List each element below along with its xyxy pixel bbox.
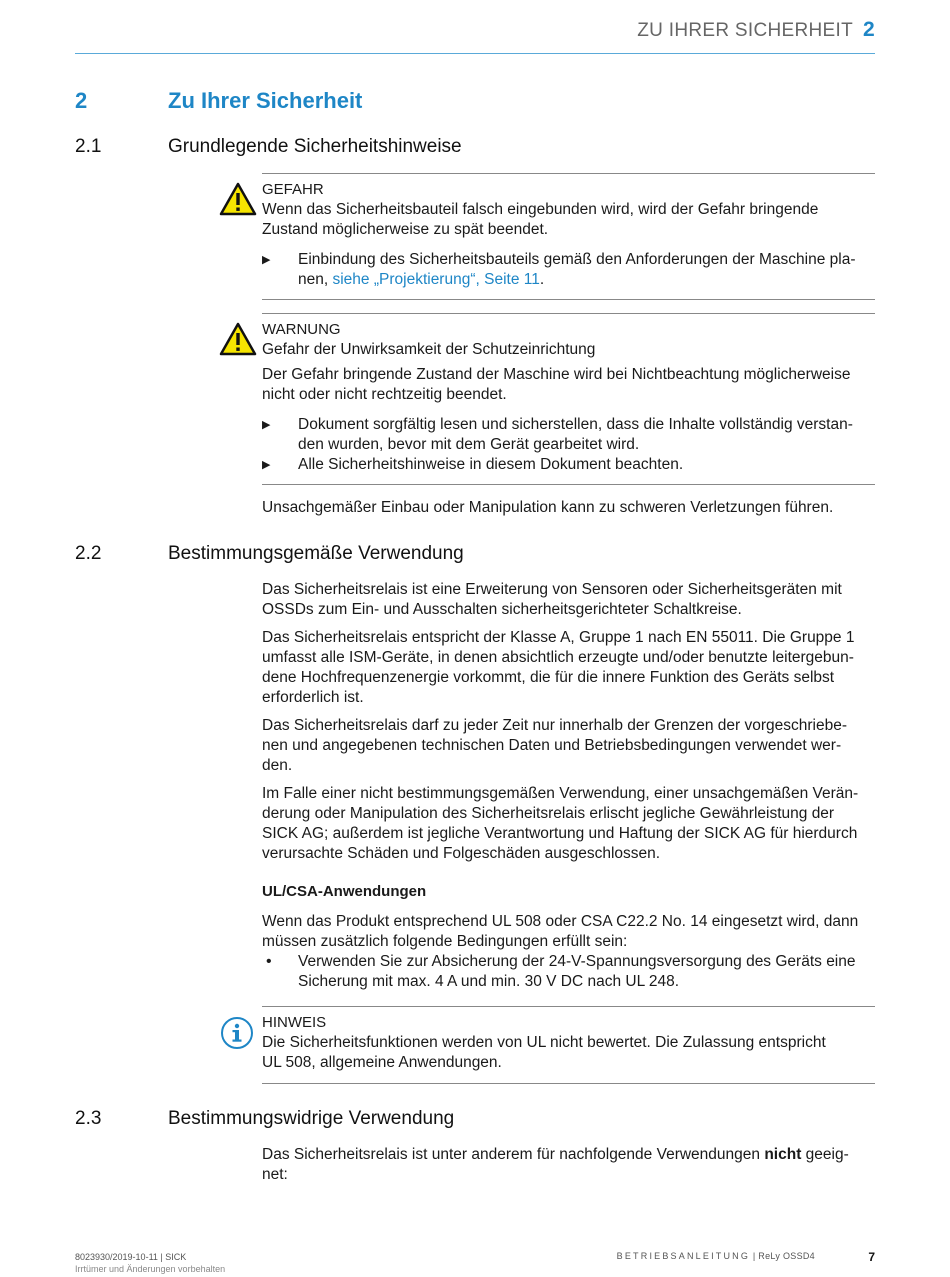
paragraph — [262, 628, 875, 708]
footer-disclaimer: Irrtümer und Änderungen vorbehalten — [75, 1264, 226, 1274]
paragraph-line: Das Sicherheitsrelais darf zu jeder Zeit nur innerhalb der Grenzen der vorgeschriebe- — [262, 717, 847, 734]
paragraph-line: umfasst alle ISM-Geräte, in denen absichtlich erzeugte und/oder benutzte leitergebun- — [262, 649, 854, 666]
bullet-dot-icon: • — [266, 953, 272, 970]
warning-notice — [262, 320, 875, 475]
danger-text-line: Wenn das Sicherheitsbauteil falsch eingebunden wird, wird der Gefahr bringende — [262, 201, 819, 218]
warning-triangle-icon — [219, 322, 257, 356]
note-text-line: Die Sicherheitsfunktionen werden von UL nicht bewertet. Die Zulassung entspricht — [262, 1034, 826, 1051]
paragraph-line: verursachte Schäden und Folgeschäden ausgeschlossen. — [262, 845, 661, 862]
warning-triangle-icon — [219, 182, 257, 216]
note-text-line: UL 508, allgemeine Anwendungen. — [262, 1054, 502, 1071]
footer-left — [75, 1251, 225, 1275]
chapter-title: Zu Ihrer Sicherheit — [168, 88, 363, 113]
footer-manual-type: BETRIEBSANLEITUNG — [616, 1251, 751, 1261]
note-bottom-rule — [262, 1083, 875, 1084]
section-number-2-3: 2.3 — [75, 1108, 102, 1129]
warning-action-line: den wurden, bevor mit dem Gerät gearbeitet wird. — [298, 436, 640, 453]
danger-bottom-rule — [262, 299, 875, 300]
note-notice — [262, 1013, 875, 1073]
paragraph-line: SICK AG; außerdem ist jegliche Verantwortung und Haftung der SICK AG für hierdurch — [262, 825, 858, 842]
danger-text-line: Zustand möglicherweise zu spät beendet. — [262, 221, 549, 238]
paragraph-line: Das Sicherheitsrelais ist eine Erweiterung von Sensoren oder Sicherheitsgeräten mit — [262, 581, 842, 598]
warning-text-line: Der Gefahr bringende Zustand der Maschine wird bei Nichtbeachtung möglicherweise — [262, 366, 851, 383]
paragraph-line: erforderlich ist. — [262, 689, 364, 706]
paragraph-line: OSSDs zum Ein- und Ausschalten sicherheitsgerichteter Schaltkreise. — [262, 601, 742, 618]
warning-action-item — [262, 415, 875, 455]
danger-notice — [262, 180, 875, 290]
triangle-bullet-icon: ▶ — [262, 419, 271, 431]
section-number-2-1: 2.1 — [75, 136, 102, 157]
warning-text-line: nicht oder nicht rechtzeitig beendet. — [262, 386, 507, 403]
warning-top-rule — [262, 313, 875, 314]
warning-action-item — [262, 455, 875, 475]
danger-action-item — [262, 250, 875, 290]
ul-csa-subheading: UL/CSA-Anwendungen — [262, 883, 427, 900]
list-item-line: Sicherung mit max. 4 A und min. 30 V DC nach UL 248. — [298, 973, 680, 990]
danger-action-line — [298, 270, 875, 290]
section-title-2-3: Bestimmungswidrige Verwendung — [168, 1108, 455, 1129]
chapter-number: 2 — [75, 88, 88, 113]
danger-label: GEFAHR — [262, 181, 324, 198]
paragraph-line — [262, 1145, 875, 1165]
paragraph — [262, 580, 875, 620]
footer-manual — [617, 1251, 815, 1261]
closing-paragraph: Unsachgemäßer Einbau oder Manipulation kann zu schweren Verletzungen führen. — [262, 499, 834, 516]
warning-action-line: Dokument sorgfältig lesen und sicherstellen, dass die Inhalte vollständig verstan- — [298, 416, 853, 433]
paragraph-line: den. — [262, 757, 293, 774]
running-header-chapter-number: 2 — [863, 18, 875, 41]
list-item-line: Verwenden Sie zur Absicherung der 24-V-Spannungsversorgung des Geräts eine — [298, 953, 856, 970]
danger-action-suffix: . — [539, 271, 545, 288]
note-top-rule — [262, 1006, 875, 1007]
list-item — [262, 952, 875, 992]
footer-doc-id: 8023930/2019-10-11 | SICK — [75, 1252, 187, 1262]
paragraph — [262, 716, 875, 776]
paragraph-line: Das Sicherheitsrelais entspricht der Klasse A, Gruppe 1 nach EN 55011. Die Gruppe 1 — [262, 629, 855, 646]
danger-top-rule — [262, 173, 875, 174]
paragraph-line: Wenn das Produkt entsprechend UL 508 oder CSA C22.2 No. 14 eingesetzt wird, dann — [262, 913, 859, 930]
section-2-2-body — [262, 580, 875, 992]
text-span: geeig- — [801, 1146, 849, 1163]
running-header — [637, 18, 875, 42]
triangle-bullet-icon: ▶ — [262, 459, 271, 471]
paragraph — [262, 912, 875, 952]
note-label: HINWEIS — [262, 1014, 327, 1031]
warning-action-line: Alle Sicherheitshinweise in diesem Dokument beachten. — [298, 456, 684, 473]
header-rule — [75, 53, 875, 54]
paragraph-line: net: — [262, 1166, 288, 1183]
emphasis-nicht: nicht — [764, 1146, 802, 1163]
info-circle-icon — [220, 1016, 254, 1050]
warning-label: WARNUNG — [262, 321, 341, 338]
paragraph — [262, 784, 875, 864]
section-title-2-1: Grundlegende Sicherheitshinweise — [168, 136, 462, 157]
paragraph-line: nen und angegebenen technischen Daten und Betriebsbedingungen verwendet wer- — [262, 737, 842, 754]
section-number-2-2: 2.2 — [75, 543, 102, 564]
section-title-2-2: Bestimmungsgemäße Verwendung — [168, 543, 464, 564]
danger-action-prefix: nen, — [298, 271, 333, 288]
text-span: Das Sicherheitsrelais ist unter anderem für nachfolgende Verwendungen — [262, 1146, 765, 1163]
paragraph-line: dene Hochfrequenzenergie vorkommt, die für die innere Funktion des Geräts selbst — [262, 669, 835, 686]
warning-bottom-rule — [262, 484, 875, 485]
danger-action-line: Einbindung des Sicherheitsbauteils gemäß den Anforderungen der Maschine pla- — [298, 251, 856, 268]
paragraph-line: derung oder Manipulation des Sicherheitsrelais erlischt jegliche Gewährleistung der — [262, 805, 835, 822]
page-number: 7 — [868, 1250, 875, 1264]
section-2-3-body — [262, 1145, 875, 1185]
running-header-title: ZU IHRER SICHERHEIT — [637, 20, 854, 41]
projektierung-link[interactable]: siehe „Projektierung“, Seite 11 — [332, 271, 540, 288]
triangle-bullet-icon: ▶ — [262, 254, 271, 266]
warning-subtitle: Gefahr der Unwirksamkeit der Schutzeinrichtung — [262, 341, 596, 358]
footer-product: | ReLy OSSD4 — [750, 1251, 815, 1261]
paragraph-line: müssen zusätzlich folgende Bedingungen erfüllt sein: — [262, 933, 628, 950]
paragraph-line: Im Falle einer nicht bestimmungsgemäßen Verwendung, einer unsachgemäßen Verän- — [262, 785, 859, 802]
